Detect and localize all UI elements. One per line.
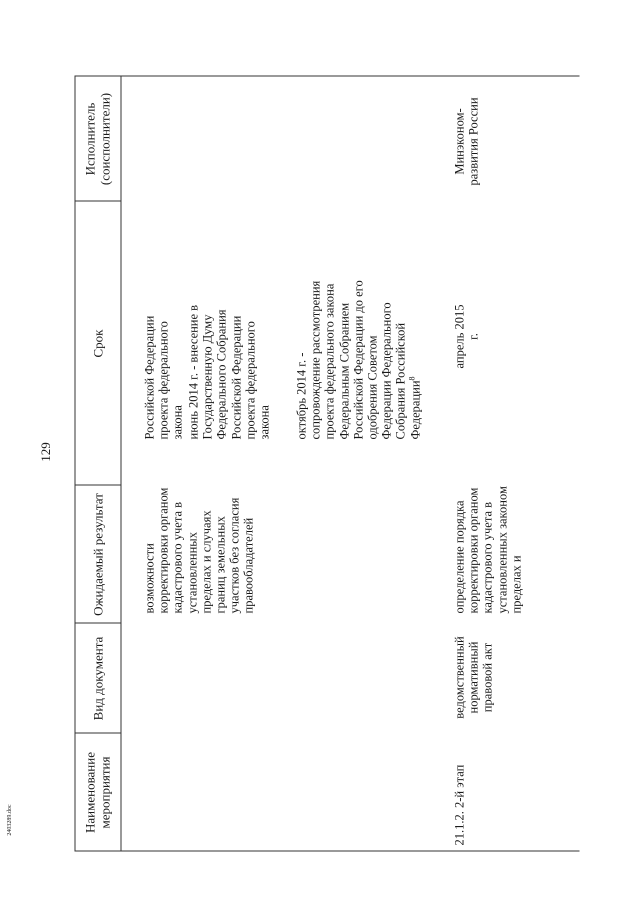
continuation-deadline-part1: Российской Федерации проекта федерального закона (142, 315, 185, 440)
header-doc-type: Вид документа (90, 636, 105, 721)
continuation-deadline-part2: июнь 2014 г. - внесение в Государственную Думу Федерального Собрания Российской Федерации проекта федерального закона (186, 304, 272, 440)
header-name: Наименование мероприятия (82, 752, 113, 833)
continuation-result: возможности корректировки органом кадастрового учета в установленных пределах и случаях границ земельных участков без согласия правообладателей (142, 487, 256, 614)
row-21-1-2-executor: Минэконом-развития России (452, 97, 481, 186)
plan-table (75, 77, 580, 852)
continuation-deadline-part3 (295, 278, 423, 440)
table-top-border (75, 77, 76, 852)
row-21-1-2-result: определение порядка корректировки органом кадастрового учета в установленных законом пределах и (452, 486, 524, 614)
footnote-marker: 8 (406, 376, 416, 381)
continuation-deadline-part3-text: октябрь 2014 г. - сопровождение рассмотрения проекта федерального закона Федеральным Собранием Российской Федерации до его одобрения Советом Федерации Федерального Собрания Российской Федерации (294, 280, 423, 440)
table-left-border (75, 851, 580, 852)
header-executor: Исполнитель (соисполнители) (82, 92, 113, 186)
table-right-border (75, 76, 580, 77)
table-grid (75, 77, 580, 852)
col-divider-3 (75, 485, 121, 486)
col-divider-2 (75, 623, 121, 624)
col-divider-1 (75, 733, 121, 734)
header-deadline: Срок (90, 329, 105, 358)
col-divider-4 (75, 201, 121, 202)
page-number: 129 (38, 442, 53, 462)
header-bottom-border (121, 77, 122, 852)
header-result: Ожидаемый результат (90, 493, 105, 616)
row-21-1-2-deadline: апрель 2015 г. (452, 304, 481, 369)
row-21-1-2-name: 21.1.2. 2-й этап (452, 764, 467, 846)
row-21-1-2-doc-type: ведомственный нормативный правовой акт (452, 636, 495, 719)
document-id-footer: 2403289.doc (7, 804, 13, 836)
